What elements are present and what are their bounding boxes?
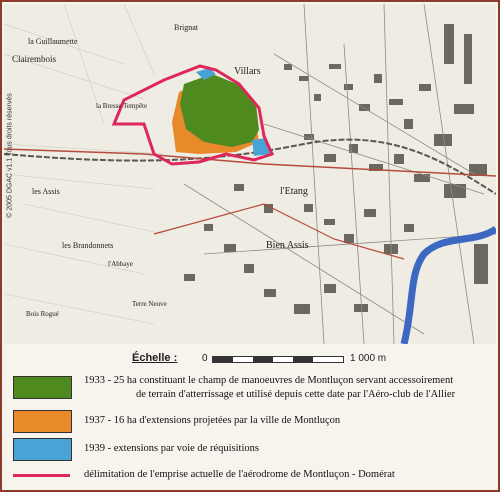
- swatch-boundary-line: [13, 474, 70, 477]
- scale-title: Échelle :: [132, 352, 178, 364]
- swatch-1939: [13, 438, 72, 461]
- scale-bar: [132, 352, 472, 370]
- label-etang: l'Etang: [280, 186, 308, 197]
- label-brandonnets: les Brandonnets: [62, 241, 114, 250]
- legend-text-1933-line2: de terrain d'atterrissage et utilisé depuis cette date par l'Aéro-club de l'Allier: [136, 389, 456, 400]
- label-guillaumette: la Guillaumette: [28, 37, 78, 46]
- legend-text-1939: 1939 - extensions par voie de réquisitions: [84, 443, 259, 454]
- legend-text-boundary: délimitation de l'emprise actuelle de l'aérodrome de Montluçon - Domérat: [84, 469, 395, 480]
- legend-text-1937: 1937 - 16 ha d'extensions projetées par la ville de Montluçon: [84, 415, 341, 426]
- scale-graphic: [212, 356, 344, 363]
- label-brignat: Brignat: [174, 23, 198, 32]
- copyright-text: © 2005 DGAC v1.1 Tous droits réservés: [6, 93, 14, 218]
- swatch-1933: [13, 376, 72, 399]
- label-bresse: la Bresse Tempête: [96, 102, 148, 110]
- map-canvas: [4, 4, 496, 344]
- label-villars: Villars: [234, 66, 261, 77]
- copyright-strip: [5, 32, 15, 292]
- topographic-map: [4, 4, 496, 344]
- label-les-assis: les Assis: [32, 187, 60, 196]
- label-bois-rogue: Bois Rogué: [26, 310, 59, 318]
- label-clairembois: Clairembois: [12, 54, 56, 64]
- scale-start: 0: [202, 353, 208, 364]
- label-terre-neuve: Terre Neuve: [132, 300, 167, 308]
- label-abbaye: l'Abbaye: [108, 260, 133, 268]
- swatch-1937: [13, 410, 72, 433]
- scale-end: 1 000 m: [350, 353, 387, 364]
- label-bien-assis: Bien Assis: [266, 240, 309, 251]
- legend-text-1933-line1: 1933 - 25 ha constituant le champ de manoeuvres de Montluçon servant accessoirement: [84, 375, 454, 386]
